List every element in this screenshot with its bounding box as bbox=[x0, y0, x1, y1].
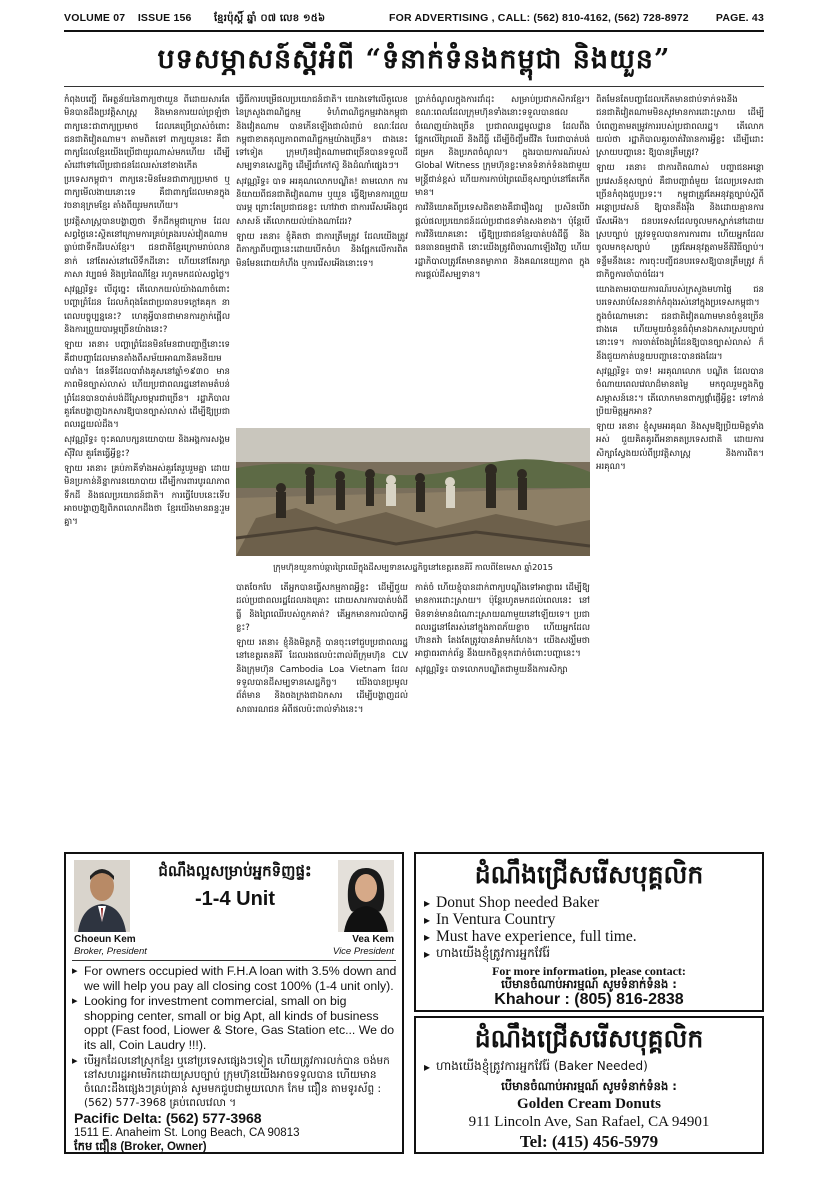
paragraph: ឡាយ រតនា៖ បញ្ហាព្រំដែនមិនមែនជាបញ្ហាថ្មីនោះទេ គឺជាបញ្ហាដែលមានតាំងពីសម័យអាណានិគមនិយមបារាំង។ ផែនទីដែលបារាំងគូសនៅឆ្នាំ១៩៣០ មានភាពមិនច្បាស់លាស់ ហើយប្រជាពលរដ្ឋនៅតាមតំបន់ព្រំដែនបានបាត់បង់ដីស្រែចម្ការជាច្រើន។ រដ្ឋាភិបាលគួរតែបង្ហាញឯកសារឱ្យបានច្បាស់លាស់ ដើម្បីឱ្យប្រជាពលរដ្ឋយល់ដឹង។ bbox=[64, 340, 230, 431]
paragraph: សុវណ្ណរិទ្ធ៖ បាទ អរគុណលោកបណ្ឌិត! តាមលោក ការនិយាយពីជនជាតិវៀតណាម ឬយួន ធ្វើឱ្យមានការព្រួយបារម្ភ ព្រោះតែប្រជាជនខ្លះ ហៅវាថា ជាការរើសអើងពូជសាសន៍ តើលោកយល់យ៉ាងណាដែរ? bbox=[236, 176, 408, 227]
paragraph: កំពុងបញ្ហើ ពីអត្ថន័យនៃពាក្យថាយួន ពីដោយសារតែមិនបានដឹងប្រវត្តិសាស្ត្រ និងមានការយល់ច្រឡំថា ពាក្យនេះជាពាក្យប្រមាថ ដែលគេប្រើប្រាស់ចំពោះជនជាតិវៀតណាម។ តាមពិតទៅ ពាក្យយួននេះ គឺជាពាក្យដែលខ្មែរយើងប្រើជាយូរណាស់មកហើយ ដើម្បីសំដៅទៅលើប្រជាជនដែលរស់នៅខាងកើតប្រទេសកម្ពុជា។ ពាក្យនេះមិនមែនជាពាក្យប្រមាថ ឬពាក្យមើលងាយនោះទេ គឺជាពាក្យដែលមានក្នុងវចនានុក្រមខ្មែរ តាំងពីយូរមកហើយ។ bbox=[64, 95, 230, 212]
list-item: ▸ Looking for investment commercial, small on big shopping center, small or big Apt, all kinds of business oppt (Fast food, Liower & Store, Gas Station etc... We do its all, Coin Laudry !!!). bbox=[72, 994, 398, 1052]
paragraph: ឡាយ រតនា៖ គ្រប់ភាគីទាំងអស់គួរតែរួបរួមគ្នា ដោយមិនប្រកាន់និន្នាការនយោបាយ ដើម្បីការពារបូរណភាពទឹកដី និងផលប្រយោជន៍ជាតិ។ ការធ្វើបែបនេះទើបអាចបង្ហាញឱ្យពិភពលោកដឹងថា ខ្មែរយើងមានឆន្ទៈរួមគ្នា។ bbox=[64, 464, 230, 528]
paragraph: កាត់ចំ ហើយខ្ញុំបានដាក់ពាក្យបណ្ដឹងទៅអាជ្ញាធរ ដើម្បីឱ្យមានការដោះស្រាយ។ ប៉ុន្តែរហូតមកដល់ពេលនេះ នៅមិនទាន់មានដំណោះស្រាយណាមួយនៅឡើយទេ។ ប្រជាពលរដ្ឋនៅតែរស់នៅក្នុងភាពភ័យខ្លាច ហើយអ្នកដែលហ៊ានតវ៉ា តែងតែត្រូវបានគំរាមកំហែង។ យើងសង្ឃឹមថា អាជ្ញាធរពាក់ព័ន្ធ នឹងយកចិត្តទុកដាក់ចំពោះបញ្ហានេះ។ bbox=[415, 583, 590, 660]
agent-2-role: Vice President bbox=[332, 946, 394, 957]
ad-title: ដំណឹងជ្រើសរើសបុគ្គលិក bbox=[474, 1024, 704, 1053]
ad-bullet-list bbox=[72, 964, 398, 1111]
page-number: PAGE. 43 bbox=[715, 12, 764, 24]
field-photo-illustration bbox=[236, 428, 590, 556]
paragraph: ពិតមែនតែបញ្ហាដែលកើតមានជាប់ទាក់ទងនឹងជនជាតិវៀតណាមមិនសូវមានការដោះស្រាយ ដើម្បីបំពេញតាមតម្រូវការរបស់ប្រជាពលរដ្ឋ។ តើលោកយល់ថា រដ្ឋាភិបាលគួរចាត់វិធានការអ្វីខ្លះ ដើម្បីដោះស្រាយបញ្ហានេះ ឱ្យបានត្រឹមត្រូវ? bbox=[596, 95, 764, 159]
article-column-4 bbox=[596, 94, 764, 846]
article-column-1 bbox=[64, 94, 230, 846]
article-column-3 bbox=[415, 94, 590, 424]
headline-rule bbox=[64, 86, 764, 87]
agent-2-name: Vea Kem bbox=[352, 934, 394, 945]
ad-divider bbox=[72, 960, 396, 961]
contact-phone: Pacific Delta: (562) 577-3968 bbox=[74, 1110, 262, 1126]
business-name: Golden Cream Donuts bbox=[517, 1096, 661, 1112]
paragraph: ឡាយ រតនា៖ ជាការពិតណាស់ បញ្ហាជនអន្តោប្រវេសន៍ខុសច្បាប់ គឺជាបញ្ហាធំមួយ ដែលប្រទេសជាច្រើនកំពុងជួបប្រទះ។ កម្ពុជាត្រូវតែអនុវត្តច្បាប់ស្ដីពីអន្តោប្រវេសន៍ ឱ្យបានតឹងរ៉ឹង និងដោយគ្មានការរើសអើង។ ជនបរទេសដែលចូលមកស្នាក់នៅដោយស្របច្បាប់ ត្រូវទទួលបានការការពារ ហើយអ្នកដែលចូលមកខុសច្បាប់ ត្រូវតែអនុវត្តតាមនីតិវិធីច្បាប់។ ទន្ទឹមនឹងនេះ ការចុះបញ្ជីជនបរទេសឱ្យបានត្រឹមត្រូវ ក៏ជាកិច្ចការចាំបាច់ដែរ។ bbox=[596, 163, 764, 280]
contact-label-khmer: បើមានចំណាប់អារម្មណ៍ សូមទំនាក់ទំនង : bbox=[501, 977, 677, 991]
paragraph: ឡាយ រតនា៖ ខ្ញុំគិតថា ជាការត្រឹមត្រូវ ដែលយើងត្រូវពិភាក្សាពីបញ្ហានេះដោយបើកចំហ និងផ្អែកលើការពិត មិនមែនដោយកំហឹង ឬការរើសអើងនោះទេ។ bbox=[236, 231, 408, 269]
paragraph: សុវណ្ណរិទ្ធ៖ បើដូច្នេះ តើលោកយល់យ៉ាងណាចំពោះបញ្ហាព្រំដែន ដែលកំពុងតែជាប្រធានបទក្ដៅគគុក នាពេលបច្ចុប្បន្ននេះ? ហេតុអ្វីបានជាមានការភ្ញាក់ផ្អើល និងការព្រួយបារម្ភច្រើនយ៉ាងនេះ? bbox=[64, 285, 230, 336]
person-icon bbox=[338, 860, 394, 932]
paragraph: សុវណ្ណរិទ្ធ៖ ចុះគណបក្សនយោបាយ និងអង្គការសង្គមស៊ីវិល គួរតែធ្វើអ្វីខ្លះ? bbox=[64, 435, 230, 459]
list-item: ▸ Must have experience, full time. bbox=[424, 928, 758, 945]
paragraph: ឡាយ រតនា៖ ខ្ញុំនិងមិត្តភក្តិ បានចុះទៅជួបប្រជាពលរដ្ឋនៅខេត្តរតនគិរី ដែលរងផលប៉ះពាល់ពីក្រុមហ៊ុន CLV និងក្រុមហ៊ុន Cambodia Loa Vietnam ដែលទទួលបានដីសម្បទានសេដ្ឋកិច្ច។ យើងបានប្រមូលព័ត៌មាន និងចងក្រងជាឯកសារ ដើម្បីបង្ហាញដល់សាធារណជន អំពីផលប៉ះពាល់ទាំងនេះ។ bbox=[236, 638, 408, 715]
article-column-2 bbox=[236, 94, 408, 424]
list-item: ▸ ហាងយើងខ្ញុំត្រូវការអ្នកវែរ៉ែ bbox=[424, 945, 758, 962]
ad-title: ដំណឹងជ្រើសរើសបុគ្គលិក bbox=[474, 860, 704, 889]
list-item: ▸ In Ventura Country bbox=[424, 911, 758, 928]
paragraph: ឡាយ រតនា៖ ខ្ញុំសូមអរគុណ និងសូមឱ្យប្រិយមិត្តទាំងអស់ ជួយគិតគូរពីអនាគតប្រទេសជាតិ ដោយការសិក្សាស្វែងយល់ពីប្រវត្តិសាស្ត្រ និងការពិត។ អរគុណ។ bbox=[596, 422, 764, 473]
article-column-2-lower bbox=[236, 582, 408, 846]
ad-contact bbox=[74, 1110, 400, 1154]
paragraph: បាតចែកបែ តើអ្នកបានធ្វើសកម្មភាពអ្វីខ្លះ ដើម្បីជួយដល់ប្រជាពលរដ្ឋដែលរងគ្រោះ ដោយសារការបាត់បង់ដីធ្លី និងព្រៃឈើរបស់ពួកគាត់? តើអ្នកមានការលំបាកអ្វីខ្លះ? bbox=[236, 583, 408, 633]
list-item: ▸ ហាងយើងខ្ញុំត្រូវការអ្នកវែរ៉ែ (Baker Needed) bbox=[424, 1058, 758, 1075]
advertising-contact: FOR ADVERTISING , CALL: (562) 810-4162, (562) 728-8972 bbox=[389, 12, 689, 24]
paragraph: ធ្វើធីការបម្រើផលប្រយោជន៍ជាតិ។ យោងទៅលើតួលេខនៃក្រសួងពាណិជ្ជកម្ម ទំហំពាណិជ្ជកម្មរវាងកម្ពុជា និងវៀតណាម បានកើនឡើងជាលំដាប់ ខណៈដែលកម្ពុជាខាតតុល្យភាពពាណិជ្ជកម្មយ៉ាងច្រើន។ ជាងនេះទៅទៀត ក្រុមហ៊ុនវៀតណាមជាច្រើនបានទទួលដីសម្បទានសេដ្ឋកិច្ច ដើម្បីដាំកៅស៊ូ និងដំណាំផ្សេងៗ។ bbox=[236, 95, 408, 172]
paragraph: ការវិនិយោគពីប្រទេសជិតខាងគឺជារឿងល្អ ប្រសិនបើវាផ្ដល់ផលប្រយោជន៍ដល់ប្រជាជនទាំងសងខាង។ ប៉ុន្តែបើការវិនិយោគនោះ ធ្វើឱ្យប្រជាជនខ្មែរបាត់បង់ដីធ្លី និងធនធានធម្មជាតិ នោះយើងត្រូវពិចារណាឡើងវិញ ហើយរដ្ឋាភិបាលត្រូវតែមានតម្លាភាព និងគណនេយ្យភាព ក្នុងការផ្ដល់ដីសម្បទាន។ bbox=[415, 203, 590, 280]
page-header bbox=[64, 8, 764, 28]
contact-owner: កែម ជឿន (Broker, Owner) bbox=[74, 1141, 207, 1153]
ad-bullet-list bbox=[424, 894, 758, 962]
person-icon bbox=[74, 860, 130, 932]
list-item: ▸ Donut Shop needed Baker bbox=[424, 894, 758, 911]
contact-label-khmer: បើមានចំណាប់អារម្មណ៍ សូមទំនាក់ទំនង : bbox=[501, 1079, 677, 1093]
agent-1 bbox=[74, 934, 214, 958]
article-column-3-lower bbox=[415, 582, 590, 846]
article-headline: បទសម្ភាសន៍ស្ដីអំពី “ទំនាក់ទំនងកម្ពុជា និងយួន” bbox=[157, 44, 671, 75]
agent-2 bbox=[266, 934, 394, 958]
volume-issue: VOLUME 07 ISSUE 156 bbox=[64, 12, 192, 24]
header-rule bbox=[64, 30, 764, 32]
contact-address: 1511 E. Anaheim St. Long Beach, CA 90813 bbox=[74, 1127, 300, 1139]
paragraph: ប្រាក់ចំណូលក្នុងការដាំដុះ សម្រាប់ប្រជាកសិករខ្មែរ។ ខណៈពេលដែលក្រុមហ៊ុនទាំងនោះទទួលបានផលចំណេញយ៉ាងច្រើន ប្រជាពលរដ្ឋមូលដ្ឋាន ដែលពឹងផ្អែកលើព្រៃឈើ និងដីធ្លី ដើម្បីចិញ្ចឹមជីវិត បែរជាបាត់បង់ជម្រក និងប្រភពចំណូល។ ក្នុងរបាយការណ៍របស់ Global Witness ក្រុមហ៊ុនខ្លះមានទំនាក់ទំនងជាមួយមន្ត្រីជាន់ខ្ពស់ ហើយការកាប់ព្រៃឈើខុសច្បាប់នៅតែកើតមាន។ bbox=[415, 95, 590, 199]
ad-subtitle: -1-4 Unit bbox=[195, 888, 275, 910]
article-photo bbox=[236, 428, 590, 556]
job-ad-ventura bbox=[414, 852, 764, 1012]
contact-phone: Khahour : (805) 816-2838 bbox=[494, 991, 684, 1008]
paragraph: សុវណ្ណរិទ្ធ៖ បាទ! អរគុណលោក បណ្ឌិត ដែលបានចំណាយពេលវេលាដ៏មានតម្លៃ មកចូលរួមក្នុងកិច្ចសម្ភាសន៍នេះ។ តើលោកមានពាក្យផ្ដាំផ្ញើអ្វីខ្លះ ទៅកាន់ប្រិយមិត្តអ្នកអាន? bbox=[596, 366, 764, 417]
more-info: For more information, please contact: bbox=[492, 964, 686, 978]
paragraph: យោងតាមរបាយការណ៍របស់ក្រសួងមហាផ្ទៃ ជនបរទេសរាប់សែននាក់កំពុងរស់នៅក្នុងប្រទេសកម្ពុជា។ ក្នុងចំណោមនោះ ជនជាតិវៀតណាមមានចំនួនច្រើនជាងគេ ហើយមួយចំនួនធំពុំមានឯកសារស្របច្បាប់នោះទេ។ ការចាត់ចែងព្រំដែនឱ្យបានច្បាស់លាស់ ក៏នឹងជួយកាត់បន្ថយបញ្ហានេះបានផងដែរ។ bbox=[596, 285, 764, 362]
paragraph: សុវណ្ណរិទ្ធ៖ បាទលោកបណ្ឌិតជាមួយនឹងការសិក្សា bbox=[415, 664, 568, 675]
list-item: ▸ បើអ្នកដែលនៅស្រុកខ្មែរ ឬនៅប្រទេសផ្សេងៗទៀត ហើយត្រូវការលក់បាន ចង់មកនៅសហរដ្ឋអាមេរិកដោយស្របច្បាប់ ក្រុមហ៊ុនយើងអាចទទួលបាន ហើយមានចំណេះដឹងផ្សេងៗគ្រប់គ្រាន់ សូមមកជួបជាមួយលោក កែម ជឿន តាមទូរស័ព្ទ : (562) 577-3968 គ្រប់ពេលវេលា ។ bbox=[72, 1054, 398, 1110]
agent-1-role: Broker, President bbox=[74, 946, 147, 957]
agent-photo-vea bbox=[338, 860, 394, 932]
paragraph: ប្រវត្តិសាស្ត្របានបង្ហាញថា ទឹកដីកម្ពុជាក្រោម ដែលសព្វថ្ងៃនេះស្ថិតនៅក្រោមការគ្រប់គ្រងរបស់វៀតណាម ធ្លាប់ជាទឹកដីរបស់ខ្មែរ។ ជនជាតិខ្មែរក្រោមរាប់លាននាក់ នៅតែរស់នៅលើទឹកដីនោះ ហើយនៅតែរក្សាភាសា វប្បធម៌ និងប្រពៃណីខ្មែរ រហូតមកដល់សព្វថ្ងៃ។ bbox=[64, 216, 230, 280]
agent-1-name: Choeun Kem bbox=[74, 934, 136, 945]
issue-date-khmer: ខ្មែរប៉ុស្តិ៍ ឆ្នាំ ០៧ លេខ ១៥៦ bbox=[214, 12, 326, 24]
ad-title: ជំណឹងល្អសម្រាប់អ្នកទិញផ្ទះ bbox=[158, 862, 312, 880]
business-phone: Tel: (415) 456-5979 bbox=[519, 1132, 659, 1151]
job-ad-golden-cream bbox=[414, 1016, 764, 1154]
list-item: ▸ For owners occupied with F.H.A loan with 3.5% down and we will help you pay all closing cost 100% (1-4 unit only). bbox=[72, 964, 398, 993]
ad-bullet-list bbox=[424, 1058, 758, 1075]
real-estate-ad bbox=[64, 852, 404, 1154]
agent-photo-choeun bbox=[74, 860, 130, 932]
business-address: 911 Lincoln Ave, San Rafael, CA 94901 bbox=[468, 1114, 710, 1130]
photo-caption: ក្រុមហ៊ុនយួនកាប់ឆ្ការព្រៃឈើក្នុងដីសម្បទានសេដ្ឋកិច្ចនៅខេត្តរតនគិរី កាលពីខែមេសា ឆ្នាំ2015 bbox=[273, 562, 553, 572]
